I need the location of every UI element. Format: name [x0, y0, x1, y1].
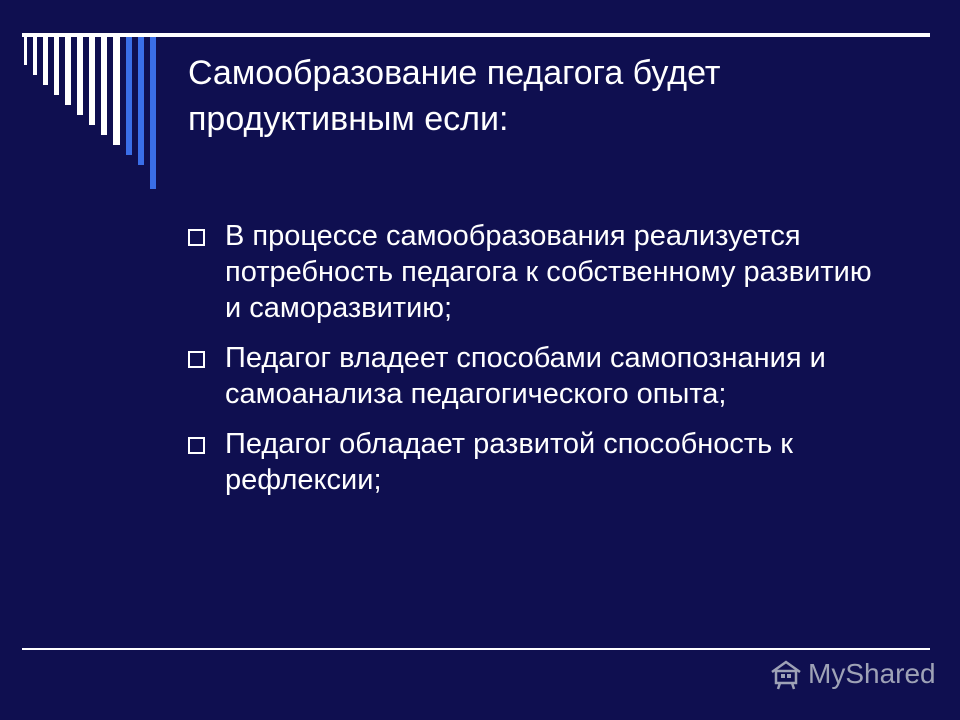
- myshared-logo: [768, 656, 936, 692]
- bullet-list: [188, 218, 888, 512]
- hollow-square-icon: [188, 437, 205, 454]
- logo-text: MyShared: [808, 658, 936, 689]
- myshared-logo-icon: [768, 658, 804, 690]
- hollow-square-icon: [188, 351, 205, 368]
- bullet-text: В процессе самообразования реализуется потребность педагога к собственному развитию и саморазвитию;: [225, 220, 872, 324]
- hollow-square-icon: [188, 229, 205, 246]
- bullet-text: Педагог владеет способами самопознания и самоанализа педагогического опыта;: [225, 342, 826, 410]
- decorative-stripes: [0, 0, 170, 200]
- bottom-divider: [22, 648, 930, 650]
- bullet-item: [188, 340, 888, 412]
- bullet-text: Педагог обладает развитой способность к рефлексии;: [225, 428, 793, 496]
- slide-title: Самообразование педагога будет продуктивным если:: [188, 54, 721, 138]
- bullet-item: [188, 218, 888, 326]
- bullet-item: [188, 426, 888, 498]
